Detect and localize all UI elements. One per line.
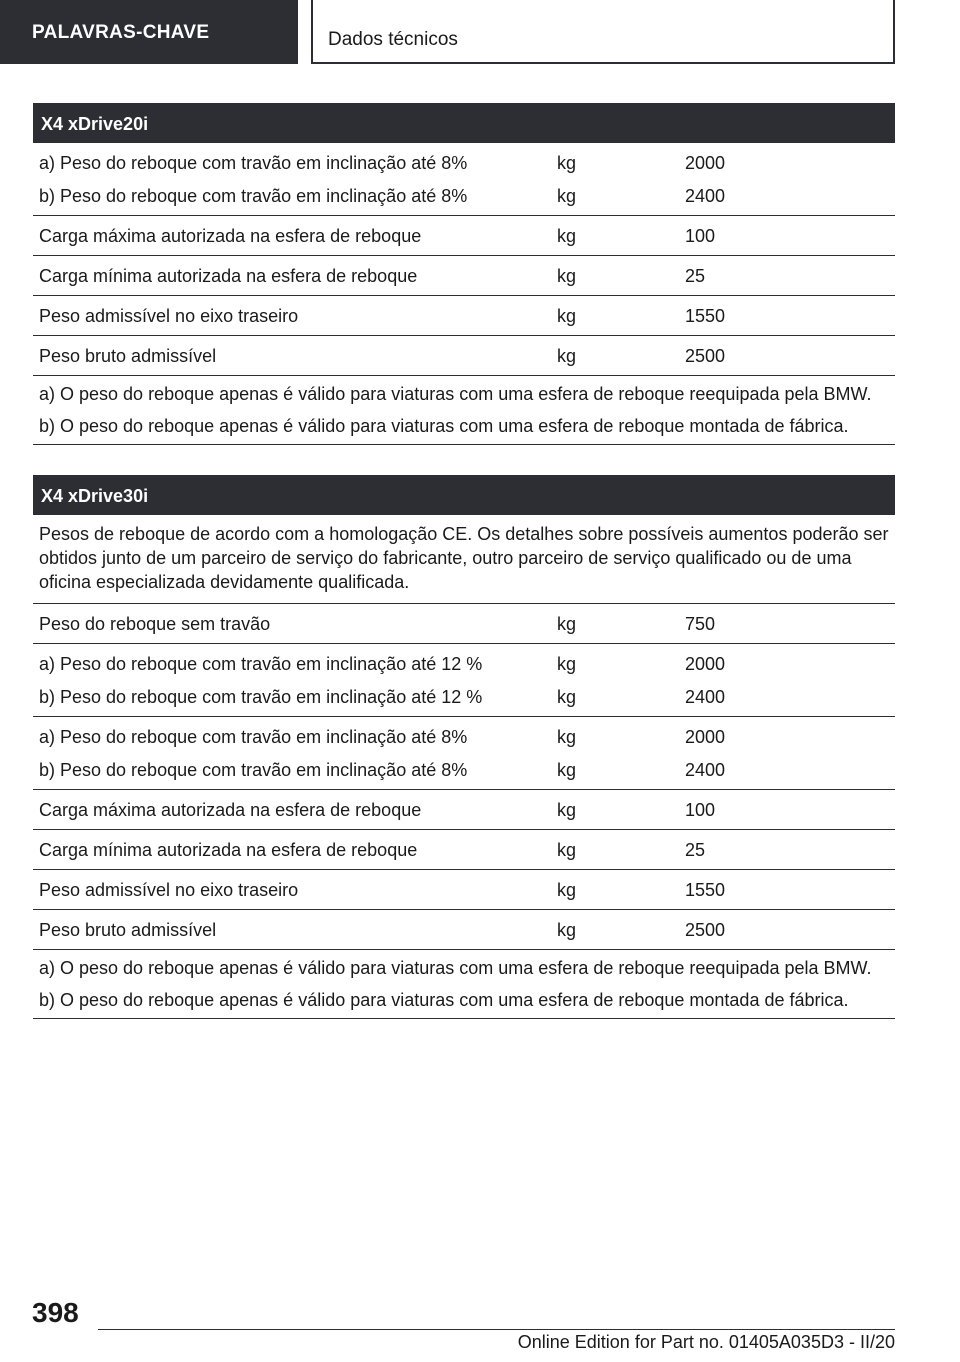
spec-unit: kg (557, 760, 577, 780)
spec-value: 2400 (685, 760, 726, 780)
spec-line (33, 719, 895, 752)
spec-value: 2000 (685, 153, 726, 173)
spec-table (33, 475, 895, 1019)
spec-label: b) Peso do reboque com travão em inclinação até 8% (39, 186, 468, 206)
spec-value: 2500 (685, 346, 726, 366)
footer-divider (98, 1329, 895, 1330)
spec-table-title: X4 xDrive30i (33, 475, 895, 515)
spec-value: 1550 (685, 306, 726, 326)
table-row (33, 870, 895, 910)
spec-unit: kg (557, 614, 577, 634)
spec-label: Peso bruto admissível (39, 920, 217, 940)
spec-unit: kg (557, 727, 577, 747)
edition-footer: Online Edition for Part no. 01405A035D3 - II/20 (517, 1332, 895, 1352)
spec-label: Peso do reboque sem travão (39, 614, 271, 634)
spec-unit: kg (557, 306, 577, 326)
spec-value: 2000 (685, 654, 726, 674)
spec-content (33, 103, 895, 1049)
spec-unit: kg (557, 153, 577, 173)
spec-value: 100 (685, 800, 716, 820)
spec-value: 750 (685, 614, 716, 634)
table-row (33, 790, 895, 830)
spec-label: Carga máxima autorizada na esfera de reboque (39, 226, 422, 246)
spec-label: b) Peso do reboque com travão em inclinação até 8% (39, 760, 468, 780)
spec-table (33, 103, 895, 445)
table-row (33, 143, 895, 216)
spec-unit: kg (557, 654, 577, 674)
table-row (33, 717, 895, 790)
table-row (33, 830, 895, 870)
footnote: a) O peso do reboque apenas é válido para viaturas com uma esfera de reboque reequipada pela BMW. (39, 958, 872, 978)
spec-unit: kg (557, 840, 577, 860)
spec-line (33, 646, 895, 679)
section-title: Dados técnicos (311, 0, 895, 64)
spec-line (33, 296, 895, 335)
footnote: a) O peso do reboque apenas é válido para viaturas com uma esfera de reboque reequipada pela BMW. (39, 384, 872, 404)
spec-line (33, 178, 895, 211)
spec-label: a) Peso do reboque com travão em inclinação até 8% (39, 153, 468, 173)
table-row (33, 296, 895, 336)
spec-line (33, 679, 895, 712)
spec-line (33, 830, 895, 869)
footnote: b) O peso do reboque apenas é válido para viaturas com uma esfera de reboque montada de fábrica. (39, 990, 849, 1010)
spec-intro-text: Pesos de reboque de acordo com a homologação CE. Os detalhes sobre possíveis aumentos poderão ser obtidos junto de um parceiro de serviço do fabricante, outro parceiro de serviço qualificado ou de uma oficina especializada devidamente qualificada. (33, 515, 895, 604)
spec-unit: kg (557, 266, 577, 286)
spec-table-title: X4 xDrive20i (33, 103, 895, 143)
spec-label: Carga mínima autorizada na esfera de reboque (39, 840, 418, 860)
spec-value: 2400 (685, 687, 726, 707)
spec-value: 2400 (685, 186, 726, 206)
spec-line (33, 256, 895, 295)
spec-label: Carga máxima autorizada na esfera de reboque (39, 800, 422, 820)
spec-label: a) Peso do reboque com travão em inclinação até 8% (39, 727, 468, 747)
spec-unit: kg (557, 226, 577, 246)
table-row (33, 256, 895, 296)
spec-unit: kg (557, 346, 577, 366)
spec-line (33, 790, 895, 829)
spec-unit: kg (557, 800, 577, 820)
top-bar (0, 0, 960, 66)
spec-unit: kg (557, 186, 577, 206)
page-number: 398 (32, 1297, 79, 1328)
spec-unit: kg (557, 920, 577, 940)
spec-line (33, 336, 895, 375)
spec-value: 2500 (685, 920, 726, 940)
spec-value: 1550 (685, 880, 726, 900)
table-row (33, 644, 895, 717)
spec-line (33, 145, 895, 178)
spec-value: 2000 (685, 727, 726, 747)
spec-line (33, 910, 895, 949)
spec-value: 25 (685, 266, 706, 286)
spec-label: Peso admissível no eixo traseiro (39, 880, 299, 900)
footnotes (33, 376, 895, 445)
spec-line (33, 752, 895, 785)
spec-label: b) Peso do reboque com travão em inclinação até 12 % (39, 687, 483, 707)
spec-value: 100 (685, 226, 716, 246)
footnote: b) O peso do reboque apenas é válido para viaturas com uma esfera de reboque montada de fábrica. (39, 416, 849, 436)
spec-line (33, 870, 895, 909)
spec-unit: kg (557, 687, 577, 707)
spec-unit: kg (557, 880, 577, 900)
table-row (33, 604, 895, 644)
spec-label: Carga mínima autorizada na esfera de reboque (39, 266, 418, 286)
spec-value: 25 (685, 840, 706, 860)
spec-label: Peso admissível no eixo traseiro (39, 306, 299, 326)
spec-label: Peso bruto admissível (39, 346, 217, 366)
spec-label: a) Peso do reboque com travão em inclinação até 12 % (39, 654, 483, 674)
footnotes (33, 950, 895, 1019)
spec-line (33, 604, 895, 643)
spec-line (33, 216, 895, 255)
table-row (33, 910, 895, 950)
keywords-tab[interactable]: PALAVRAS-CHAVE (0, 0, 298, 64)
table-row (33, 216, 895, 256)
table-row (33, 336, 895, 376)
